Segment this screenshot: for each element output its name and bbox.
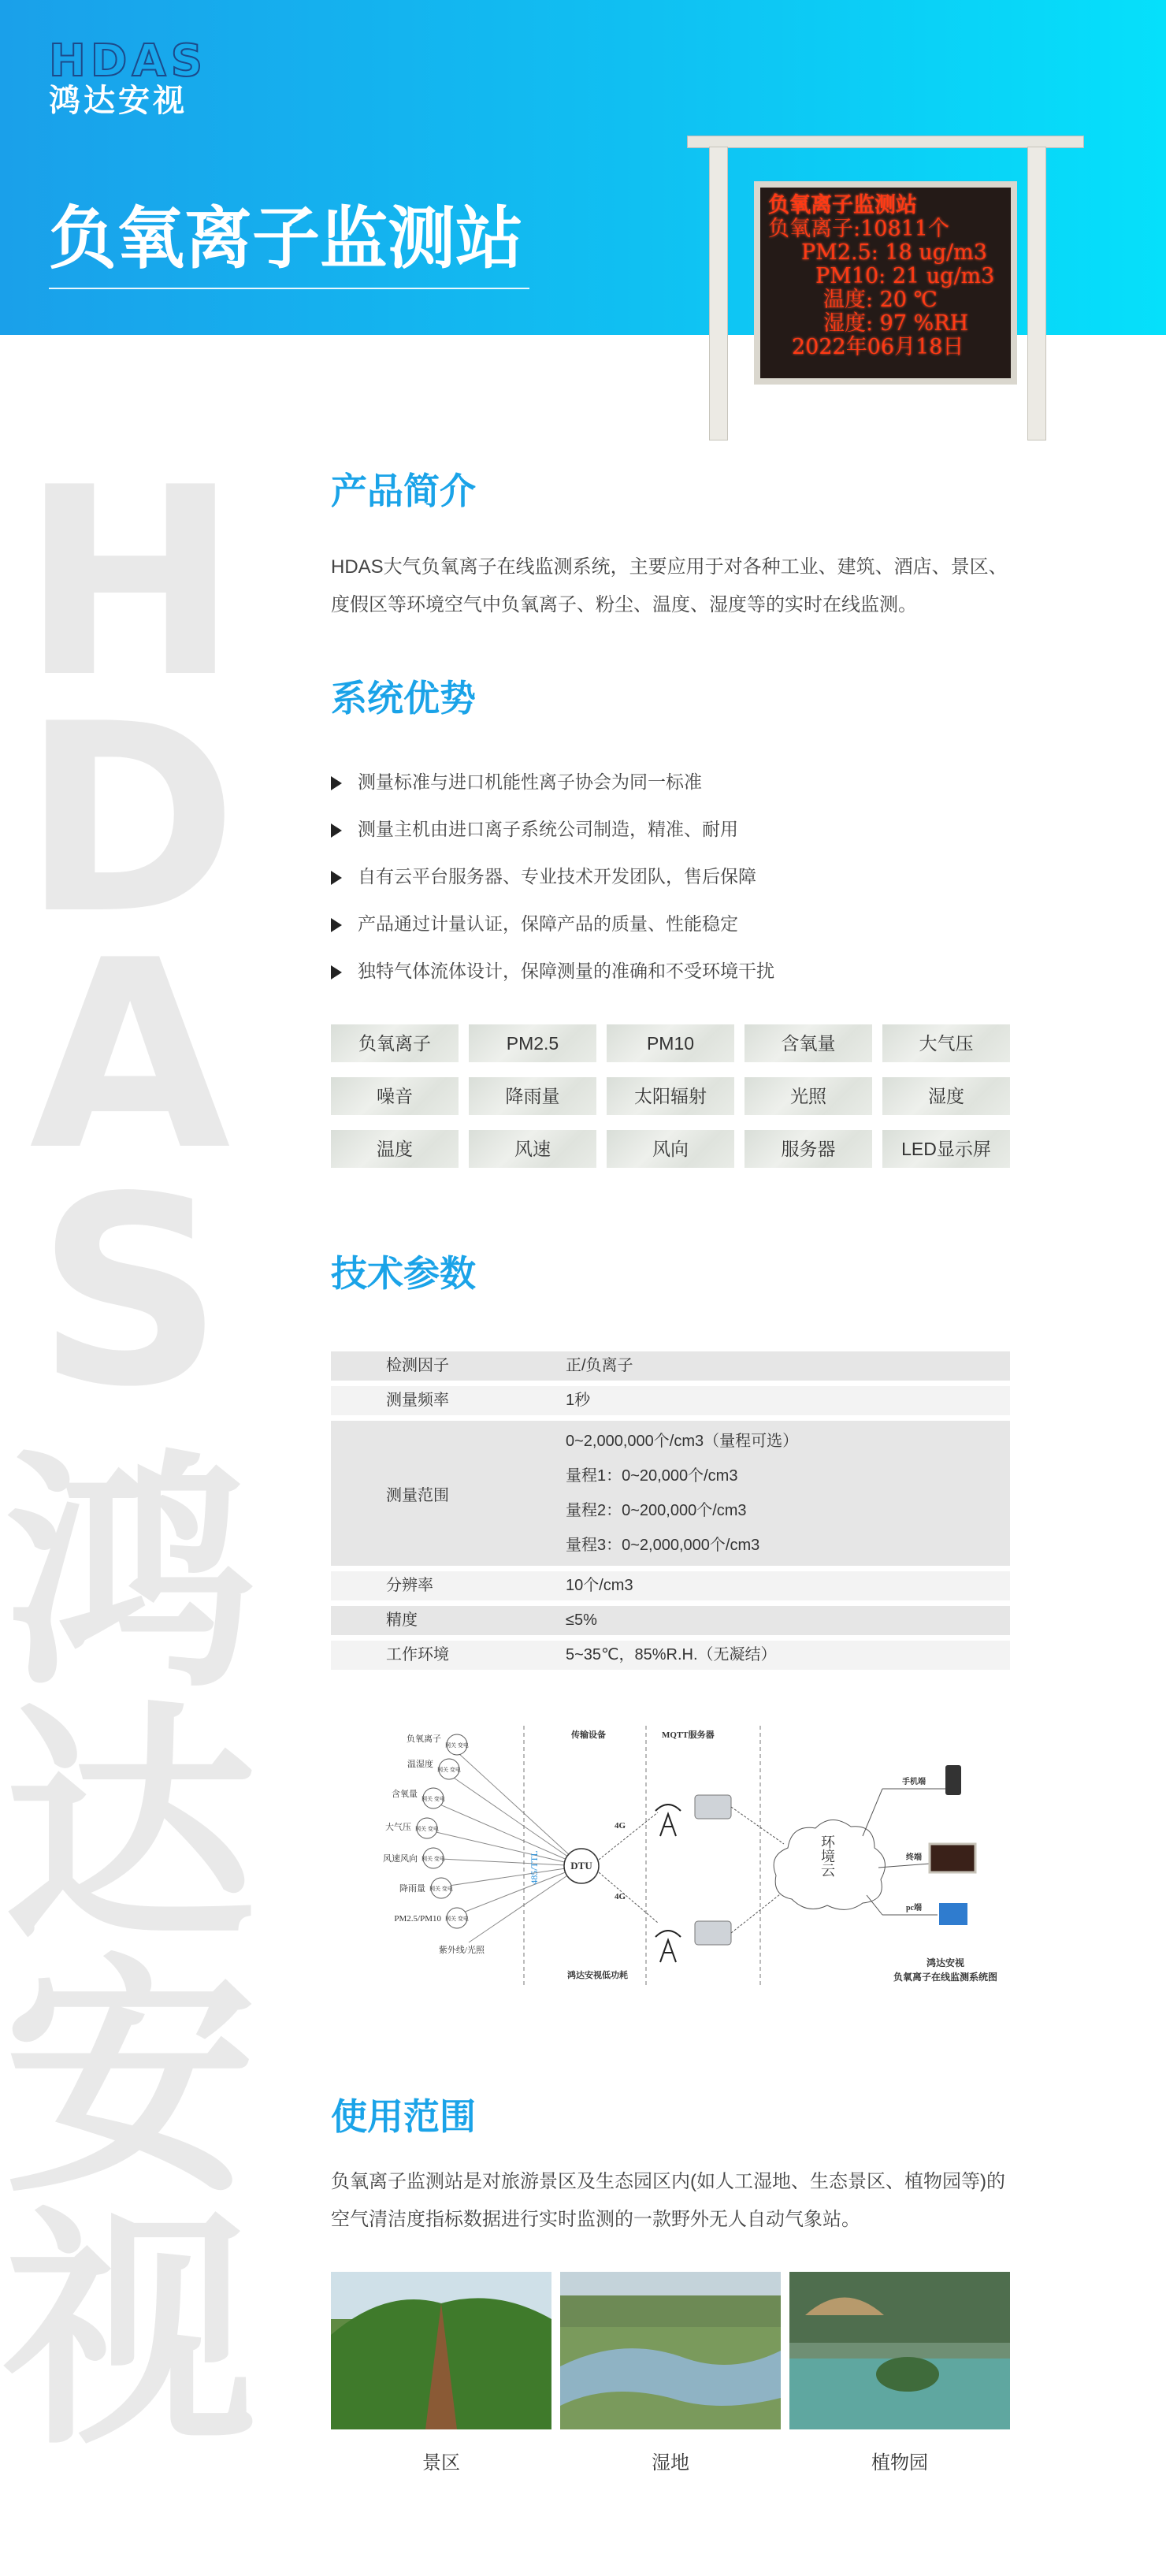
usage-photos xyxy=(331,2272,1010,2477)
gateway-node xyxy=(437,1759,461,1779)
gateway-node-label: 网关 变电 xyxy=(421,1796,445,1802)
gateway-node xyxy=(415,1818,439,1838)
bullet-triangle-icon xyxy=(331,823,342,838)
feature-tag: 温度 xyxy=(331,1130,459,1168)
advantage-item xyxy=(331,758,774,805)
advantage-item xyxy=(331,853,774,900)
table-row xyxy=(331,1641,1010,1670)
dtu-node xyxy=(564,1849,599,1883)
spec-value-group xyxy=(566,1421,1010,1566)
bullet-triangle-icon xyxy=(331,776,342,790)
sign-post-left xyxy=(709,147,728,440)
spec-key: 工作环境 xyxy=(331,1641,566,1670)
gateway-node-label: 网关 变电 xyxy=(421,1856,445,1862)
photo-caption: 湿地 xyxy=(652,2452,689,2474)
spec-value: 量程1：0~20,000个/cm3 xyxy=(566,1467,738,1485)
section-title-usage: 使用范围 xyxy=(331,2096,476,2137)
network-label: 4G xyxy=(615,1821,626,1831)
led-line: PM10: 21 ug/m3 xyxy=(815,264,995,288)
spec-key: 测量频率 xyxy=(331,1386,566,1415)
dtu-label: DTU xyxy=(570,1860,592,1872)
feature-tag-grid xyxy=(331,1024,1010,1168)
gateway-node xyxy=(445,1908,469,1928)
feature-tag: 含氧量 xyxy=(745,1024,872,1062)
usage-text: 负氧离子监测站是对旅游景区及生态园区内(如人工湿地、生态景区、植物园等)的空气清洁度指标数据进行实时监测的一款野外无人自动气象站。 xyxy=(331,2171,1005,2230)
table-row xyxy=(331,1571,1010,1600)
system-diagram xyxy=(331,1726,1010,1994)
mqtt-label: MQTT服务器 xyxy=(662,1730,715,1740)
page-title: 负氧离子监测站 xyxy=(49,201,523,277)
led-line: 负氧离子监测站 xyxy=(768,193,917,217)
gateway-node-label: 网关 变电 xyxy=(445,1916,469,1922)
antenna-icon xyxy=(655,1805,681,1962)
feature-tag: 服务器 xyxy=(745,1130,872,1168)
terminal-label: 终端 xyxy=(906,1853,922,1862)
spec-key: 精度 xyxy=(331,1606,566,1635)
scenic-photo xyxy=(331,2272,551,2429)
feature-tag: 湿度 xyxy=(882,1077,1010,1115)
intro-text: HDAS大气负氧离子在线监测系统，主要应用于对各种工业、建筑、酒店、景区、度假区等环境空气中负氧离子、粉尘、温度、湿度等的实时在线监测。 xyxy=(331,556,1008,615)
section-title-specs: 技术参数 xyxy=(331,1253,476,1294)
table-row xyxy=(331,1606,1010,1635)
table-row xyxy=(331,1386,1010,1415)
logo-mark: HDAS xyxy=(49,35,208,87)
gateway-node xyxy=(421,1848,445,1868)
feature-tag: 负氧离子 xyxy=(331,1024,459,1062)
sign-top-bar xyxy=(687,136,1084,148)
bullet-triangle-icon xyxy=(331,918,342,932)
gateway-node-label: 网关 变电 xyxy=(415,1826,439,1832)
sensor-label: 含氧量 xyxy=(392,1790,418,1799)
led-sign-image xyxy=(687,136,1082,439)
advantage-text: 产品通过计量认证，保障产品的质量、性能稳定 xyxy=(358,913,738,934)
feature-tag: 风速 xyxy=(469,1130,596,1168)
spec-key: 分辨率 xyxy=(331,1571,566,1600)
gateway-node-label: 网关 变电 xyxy=(445,1742,469,1749)
spec-value: 1秒 xyxy=(566,1386,1010,1415)
sensor-label: 风速风向 xyxy=(383,1854,418,1864)
mobile-label: 手机端 xyxy=(902,1778,926,1786)
spec-value: 10个/cm3 xyxy=(566,1571,1010,1600)
bullet-triangle-icon xyxy=(331,871,342,885)
transport-label: 传输设备 xyxy=(571,1730,606,1740)
led-board xyxy=(754,181,1017,385)
advantage-item xyxy=(331,805,774,853)
advantage-text: 自有云平台服务器、专业技术开发团队，售后保障 xyxy=(358,866,756,887)
feature-tag: 噪音 xyxy=(331,1077,459,1115)
bus-label: 485/TTL xyxy=(529,1850,540,1885)
spec-table xyxy=(331,1346,1010,1675)
brand-logo xyxy=(49,35,208,118)
sign-post-right xyxy=(1027,147,1046,440)
cloud-label: 环境云 xyxy=(819,1834,835,1877)
sensor-label: 负氧离子 xyxy=(407,1734,441,1744)
gateway-node-label: 网关 变电 xyxy=(429,1886,453,1892)
phone-icon xyxy=(945,1765,961,1795)
feature-tag: LED显示屏 xyxy=(882,1130,1010,1168)
spec-key: 测量范围 xyxy=(331,1421,566,1566)
sensor-label: PM2.5/PM10 xyxy=(394,1914,441,1924)
spec-key: 检测因子 xyxy=(331,1351,566,1381)
bullet-triangle-icon xyxy=(331,965,342,979)
diagram-caption: 鸿达安视 xyxy=(926,1957,965,1968)
photo-caption: 景区 xyxy=(422,2452,460,2474)
section-title-advantages: 系统优势 xyxy=(331,678,476,719)
low-power-label: 鸿达安视低功耗 xyxy=(567,1971,628,1980)
feature-tag: 光照 xyxy=(745,1077,872,1115)
network-label: 4G xyxy=(615,1892,626,1901)
table-row xyxy=(331,1421,1010,1566)
led-line: PM2.5: 18 ug/m3 xyxy=(801,240,987,265)
advantage-text: 测量主机由进口离子系统公司制造，精准、耐用 xyxy=(358,819,738,839)
advantage-item xyxy=(331,947,774,994)
botanical-garden-photo xyxy=(789,2272,1010,2429)
sensor-label: 降雨量 xyxy=(399,1884,425,1894)
section-title-intro: 产品简介 xyxy=(331,470,476,511)
cloud-icon xyxy=(774,1820,885,1909)
advantage-text: 独特气体流体设计，保障测量的准确和不受环境干扰 xyxy=(358,961,774,981)
spec-value: 正/负离子 xyxy=(566,1351,1010,1381)
spec-value: ≤5% xyxy=(566,1606,1010,1635)
feature-tag: 大气压 xyxy=(882,1024,1010,1062)
led-line: 2022年06月18日 xyxy=(792,335,964,359)
spec-value: 量程3：0~2,000,000个/cm3 xyxy=(566,1537,760,1554)
sensor-label: 温湿度 xyxy=(407,1760,433,1769)
sensor-label: 紫外线/光照 xyxy=(438,1946,485,1955)
brand-watermark: H D A S 鸿 达 安 视 xyxy=(4,432,256,2479)
brand-name: 鸿达安视 xyxy=(49,84,188,118)
feature-tag: 风向 xyxy=(607,1130,734,1168)
gateway-node xyxy=(445,1734,469,1755)
feature-tag: 降雨量 xyxy=(469,1077,596,1115)
advantage-item xyxy=(331,900,774,947)
feature-tag: 太阳辐射 xyxy=(607,1077,734,1115)
sensor-label: 大气压 xyxy=(385,1823,411,1832)
gateway-node-label: 网关 变电 xyxy=(437,1767,461,1773)
server-icon xyxy=(695,1795,731,1945)
pc-icon xyxy=(939,1903,967,1925)
feature-tag: PM10 xyxy=(607,1024,734,1062)
title-underline xyxy=(49,288,529,289)
diagram-caption: 负氧离子在线监测系统图 xyxy=(893,1972,998,1983)
pc-label: pc端 xyxy=(906,1904,922,1912)
photo-caption: 植物园 xyxy=(871,2452,928,2474)
feature-tag: PM2.5 xyxy=(469,1024,596,1062)
led-line: 负氧离子:10811个 xyxy=(768,217,949,241)
spec-value: 0~2,000,000个/cm3（量程可选） xyxy=(566,1433,799,1450)
spec-value: 5~35℃，85%R.H.（无凝结） xyxy=(566,1641,1010,1670)
led-terminal-icon xyxy=(930,1844,975,1872)
wetland-photo xyxy=(560,2272,781,2429)
spec-value: 量程2：0~200,000个/cm3 xyxy=(566,1502,747,1519)
advantage-list xyxy=(331,758,774,994)
table-row xyxy=(331,1351,1010,1381)
advantage-text: 测量标准与进口机能性离子协会为同一标准 xyxy=(358,771,702,792)
gateway-node xyxy=(429,1878,453,1898)
led-line: 温度: 20 ℃ xyxy=(823,288,938,312)
led-line: 湿度: 97 %RH xyxy=(823,311,969,336)
